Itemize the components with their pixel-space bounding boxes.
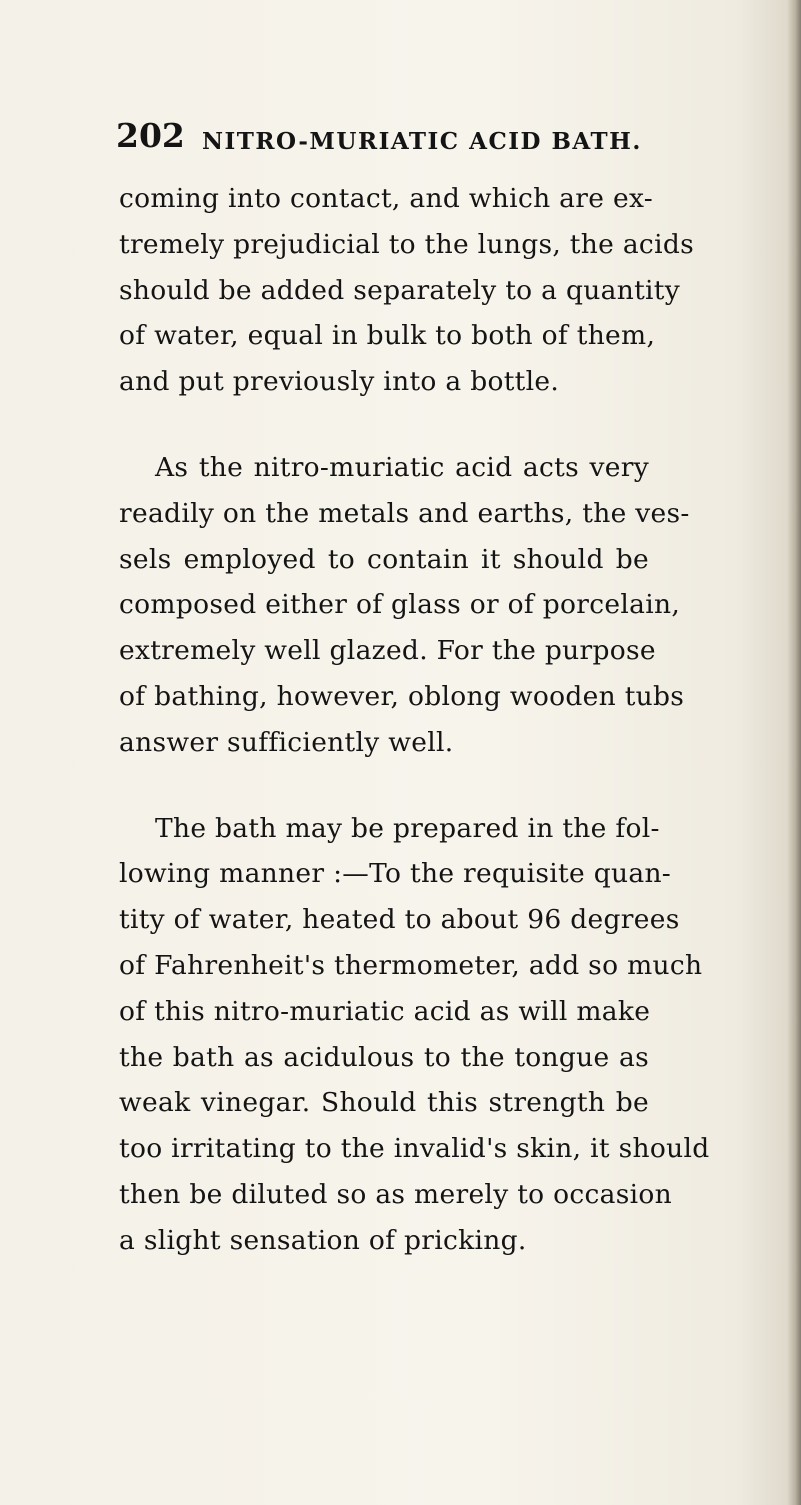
text-line: of Fahrenheit's thermometer, add so much [119,949,703,981]
text-line: extremely well glazed. For the purpose [119,635,656,667]
running-head: NITRO-MURIATIC ACID BATH. [202,128,642,155]
text-line: then be diluted so as merely to occasion [119,1178,673,1210]
text-line: lowing manner :—To the requisite quan- [119,858,672,890]
text-line: should be added separately to a quantity [119,274,681,306]
text-line: sels employed to contain it should be [119,543,649,575]
paragraph-2 [119,445,690,766]
text-line: tity of water, heated to about 96 degrees [119,904,680,936]
text-line: the bath as acidulous to the tongue as [119,1041,649,1073]
text-line: tremely prejudicial to the lungs, the acids [119,228,695,260]
text-line: composed either of glass or of porcelain, [119,589,681,621]
paragraph-3 [119,806,710,1264]
text-line: weak vinegar. Should this strength be [119,1087,649,1119]
text-line: The bath may be prepared in the fol- [155,812,660,844]
text-line: of water, equal in bulk to both of them, [119,320,656,352]
text-line: too irritating to the invalid's skin, it should [119,1133,710,1165]
text-line: As the nitro-muriatic acid acts very [155,451,649,483]
text-line: coming into contact, and which are ex- [119,183,653,214]
page-binding-edge [787,0,801,1505]
body-text [119,176,710,1304]
paragraph-1 [119,176,695,405]
text-line: of this nitro-muriatic acid as will make [119,995,651,1027]
text-line: answer sufficiently well. [119,726,454,758]
text-line: a slight sensation of pricking. [119,1224,527,1256]
page-number: 202 [116,116,185,155]
page-header [116,116,676,160]
text-line: readily on the metals and earths, the ves- [119,497,690,529]
text-line: of bathing, however, oblong wooden tubs [119,680,685,712]
text-line: and put previously into a bottle. [119,366,560,398]
